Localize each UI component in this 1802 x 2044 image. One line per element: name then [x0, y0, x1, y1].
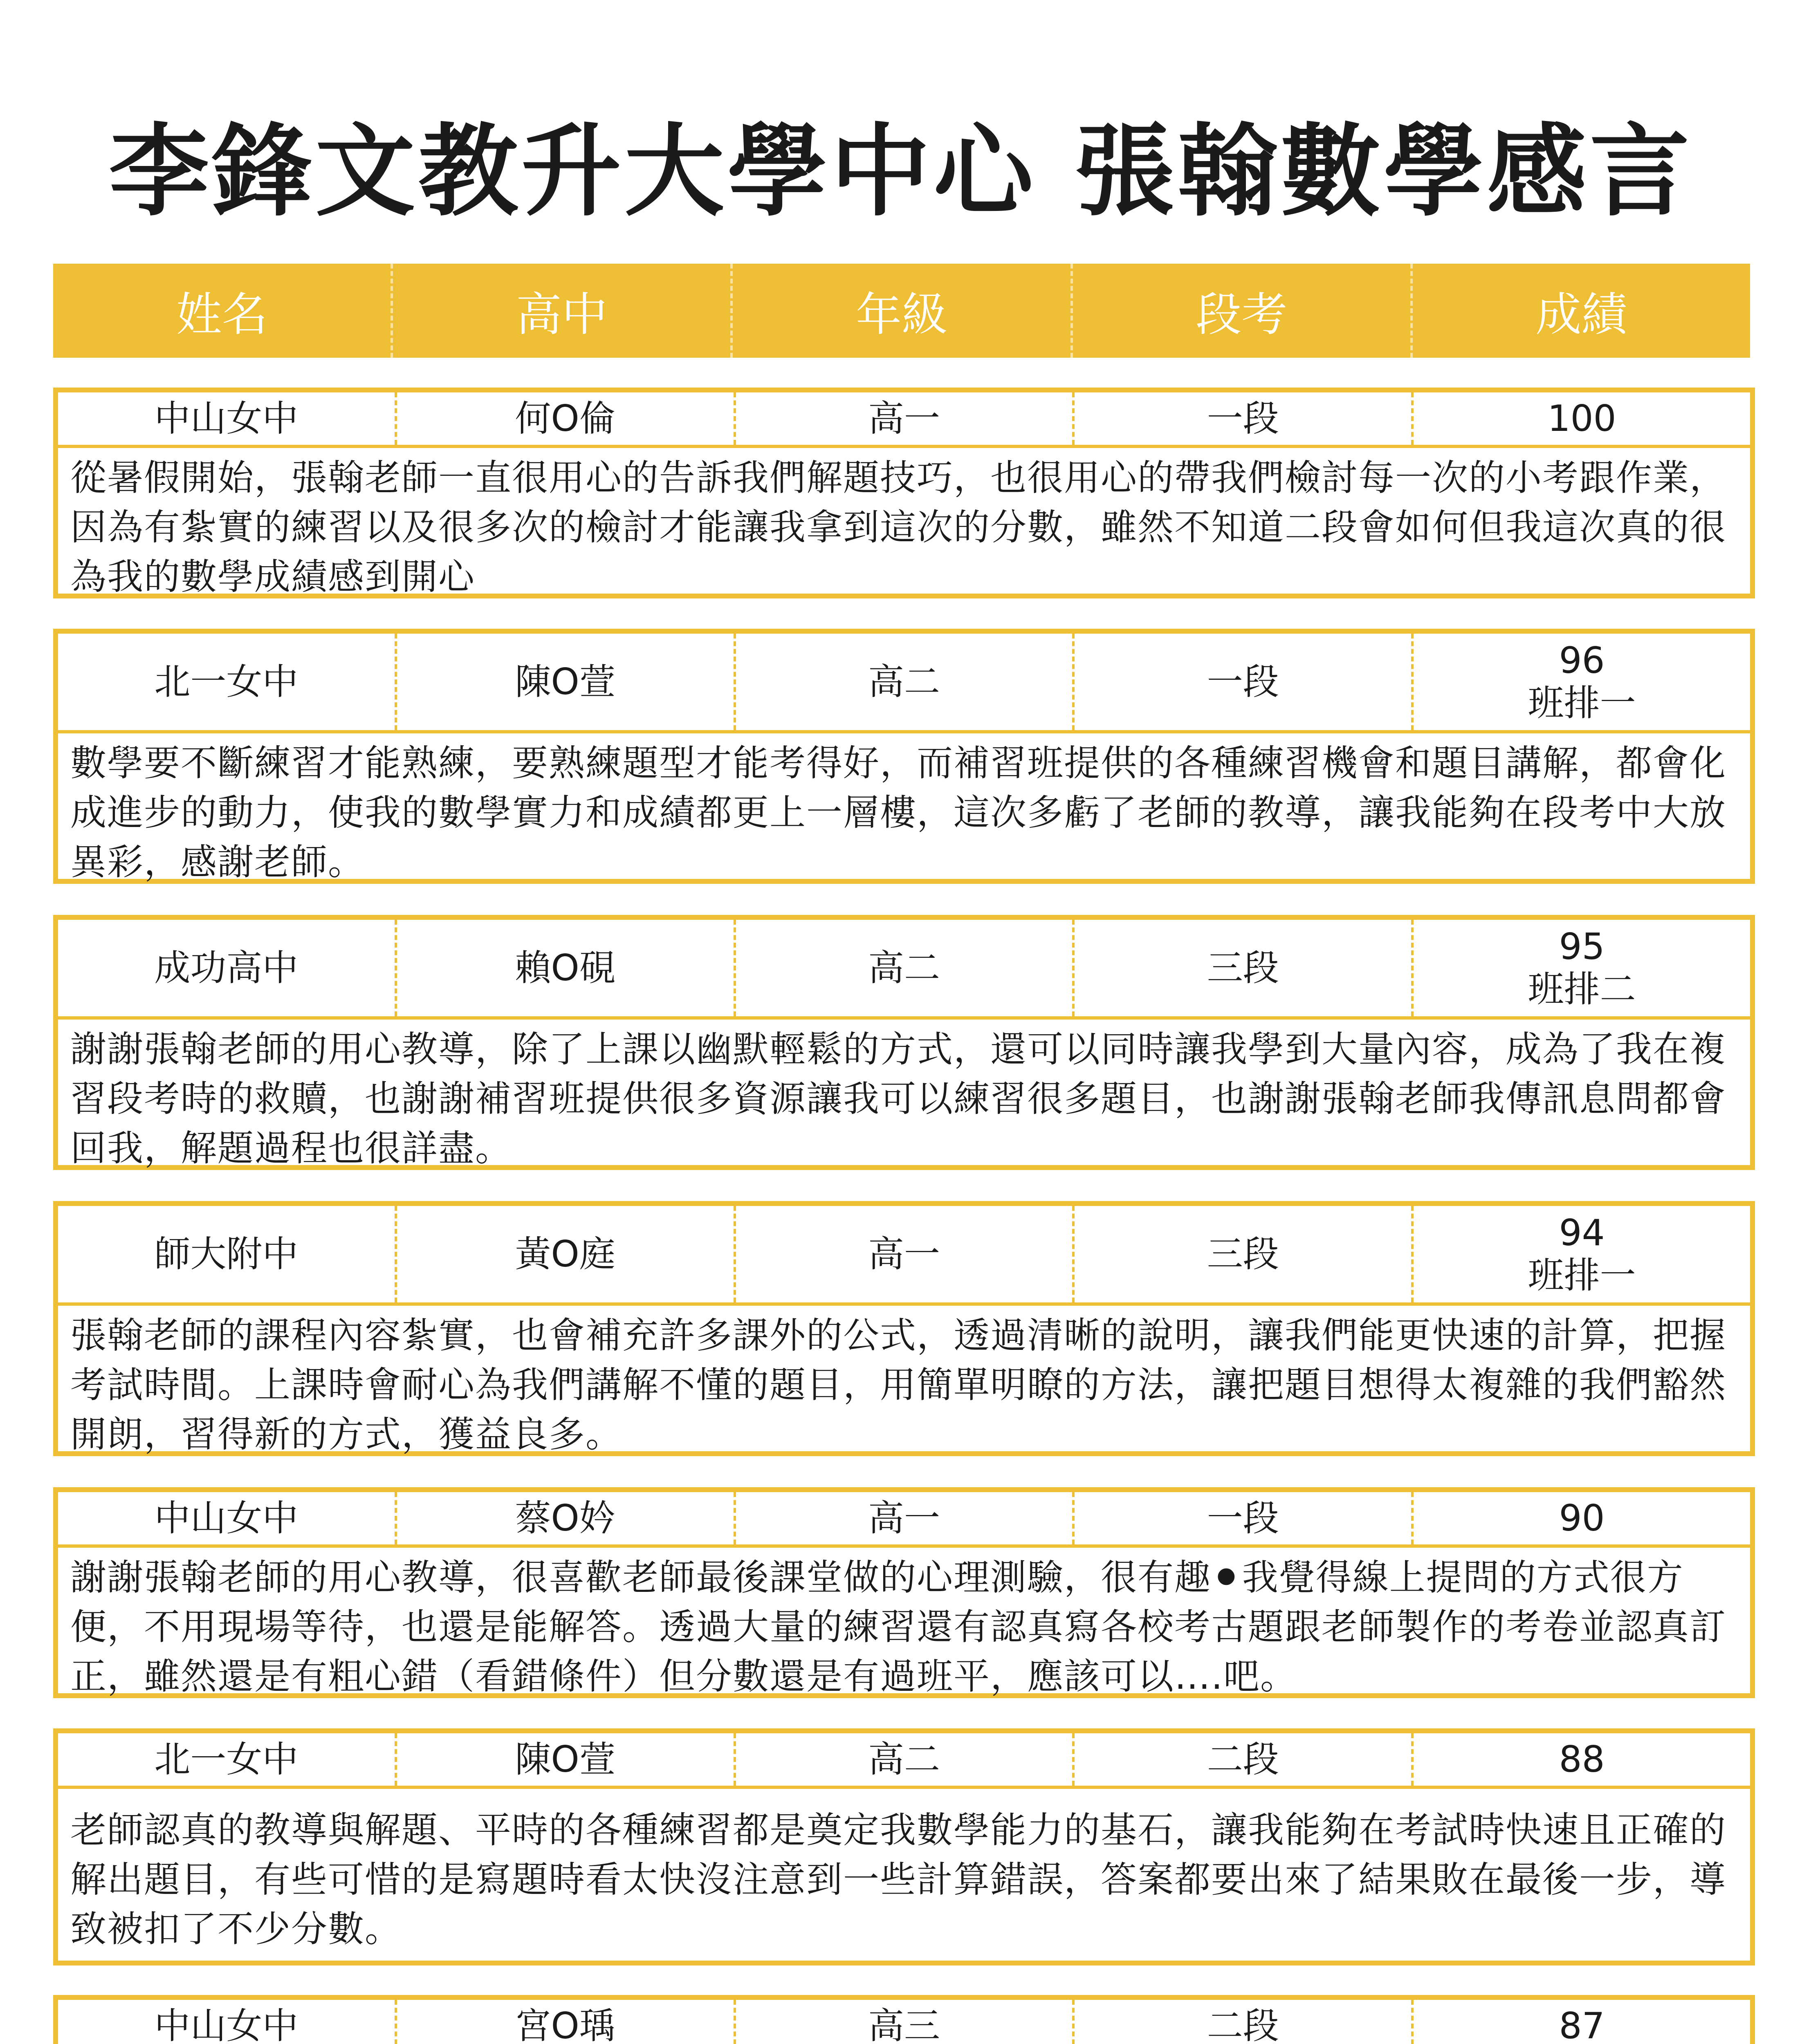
exam-cell: 二段: [1075, 2000, 1414, 2044]
testimonial-card: [53, 1201, 1755, 1456]
score-value: 87: [1559, 2005, 1605, 2044]
score-value: 96: [1559, 639, 1605, 681]
grade-cell: 高二: [736, 634, 1075, 730]
score-value: 94: [1559, 1212, 1605, 1254]
testimonial-card: [53, 915, 1755, 1170]
testimonial-card: [53, 1995, 1755, 2044]
testimonial-text: 數學要不斷練習才能熟練，要熟練題型才能考得好，而補習班提供的各種練習機會和題目講解，都會化成進步的動力，使我的數學實力和成績都更上一層樓，這次多虧了老師的教導，讓我能夠在段考中大放異彩，感謝老師。: [70, 742, 1727, 883]
grade-cell: 高二: [736, 1733, 1075, 1786]
student-info-row: [58, 2000, 1750, 2044]
class-rank: 班排一: [1528, 682, 1636, 724]
score-cell: [1414, 2000, 1750, 2044]
grade-cell: 高一: [736, 392, 1075, 445]
testimonial-card: [53, 1728, 1755, 1966]
score-value: 100: [1547, 397, 1616, 439]
student-name-cell: 陳O萱: [397, 1733, 736, 1786]
class-rank: 班排一: [1528, 1254, 1636, 1296]
header-exam: 段考: [1073, 264, 1413, 358]
testimonial-text: 謝謝張翰老師的用心教導，除了上課以幽默輕鬆的方式，還可以同時讓我學到大量內容，成為了我在複習段考時的救贖，也謝謝補習班提供很多資源讓我可以練習很多題目，也謝謝張翰老師我傳訊息問都會回我，解題過程也很詳盡。: [70, 1028, 1727, 1169]
school-cell: 北一女中: [58, 634, 397, 730]
school-cell: 北一女中: [58, 1733, 397, 1786]
header-school: 高中: [393, 264, 733, 358]
score-value: 88: [1559, 1738, 1605, 1780]
student-info-row: [58, 392, 1750, 448]
header-score: 成績: [1535, 288, 1627, 341]
score-cell: [1414, 634, 1750, 730]
student-name-cell: 黃O庭: [397, 1206, 736, 1302]
student-info-row: [58, 1206, 1750, 1306]
student-name-cell: 蔡O妗: [397, 1492, 736, 1544]
school-cell: 師大附中: [58, 1206, 397, 1302]
exam-cell: 二段: [1075, 1733, 1414, 1786]
testimonial-text: 從暑假開始，張翰老師一直很用心的告訴我們解題技巧，也很用心的帶我們檢討每一次的小考跟作業，因為有紮實的練習以及很多次的檢討才能讓我拿到這次的分數，雖然不知道二段會如何但我這次真的很為我的數學成績感到開心: [70, 457, 1727, 598]
student-info-row: [58, 920, 1750, 1020]
exam-cell: 一段: [1075, 392, 1414, 445]
testimonial-text: 老師認真的教導與解題、平時的各種練習都是奠定我數學能力的基石，讓我能夠在考試時快速且正確的解出題目，有些可惜的是寫題時看太快沒注意到一些計算錯誤，答案都要出來了結果敗在最後一步，導致被扣了不少分數。: [70, 1809, 1727, 1950]
exam-cell: 三段: [1075, 1206, 1414, 1302]
school-cell: 中山女中: [58, 2000, 397, 2044]
school-cell: 中山女中: [58, 1492, 397, 1544]
testimonial-card: [53, 1487, 1755, 1698]
student-name-cell: 陳O萱: [397, 634, 736, 730]
school-cell: 成功高中: [58, 920, 397, 1016]
testimonial-text: 張翰老師的課程內容紮實，也會補充許多課外的公式，透過清晰的說明，讓我們能更快速的計算，把握考試時間。上課時會耐心為我們講解不懂的題目，用簡單明瞭的方法，讓把題目想得太複雜的我們豁然開朗，習得新的方式，獲益良多。: [70, 1314, 1727, 1455]
school-cell: 中山女中: [58, 392, 397, 445]
class-rank: 班排二: [1528, 968, 1636, 1010]
score-cell: [1414, 1492, 1750, 1544]
exam-cell: 一段: [1075, 1492, 1414, 1544]
grade-cell: 高一: [736, 1492, 1075, 1544]
student-info-row: [58, 634, 1750, 733]
student-name-cell: 宮O瑀: [397, 2000, 736, 2044]
score-value: 95: [1559, 926, 1605, 968]
testimonial-card: [53, 388, 1755, 598]
score-cell: [1414, 1733, 1750, 1786]
exam-cell: 三段: [1075, 920, 1414, 1016]
score-cell: [1414, 1206, 1750, 1302]
header-name: 姓名: [53, 264, 393, 358]
exam-cell: 一段: [1075, 634, 1414, 730]
grade-cell: 高一: [736, 1206, 1075, 1302]
score-cell: [1414, 392, 1750, 445]
testimonial-text: 謝謝張翰老師的用心教導，很喜歡老師最後課堂做的心理測驗，很有趣⚫我覺得線上提問的方式很方便，不用現場等待，也還是能解答。透過大量的練習還有認真寫各校考古題跟老師製作的考卷並認真訂正，雖然還是有粗心錯（看錯條件）但分數還是有過班平，應該可以….吧。: [70, 1556, 1727, 1697]
student-info-row: [58, 1492, 1750, 1548]
grade-cell: 高二: [736, 920, 1075, 1016]
score-value: 90: [1559, 1497, 1605, 1539]
score-cell: [1414, 920, 1750, 1016]
student-name-cell: 何O倫: [397, 392, 736, 445]
student-name-cell: 賴O硯: [397, 920, 736, 1016]
grade-cell: 高三: [736, 2000, 1075, 2044]
page-title: 李鋒文教升大學中心 張翰數學感言: [109, 114, 1693, 230]
table-header: [53, 264, 1750, 358]
testimonial-card: [53, 629, 1755, 884]
student-info-row: [58, 1733, 1750, 1789]
header-grade: 年級: [733, 264, 1073, 358]
